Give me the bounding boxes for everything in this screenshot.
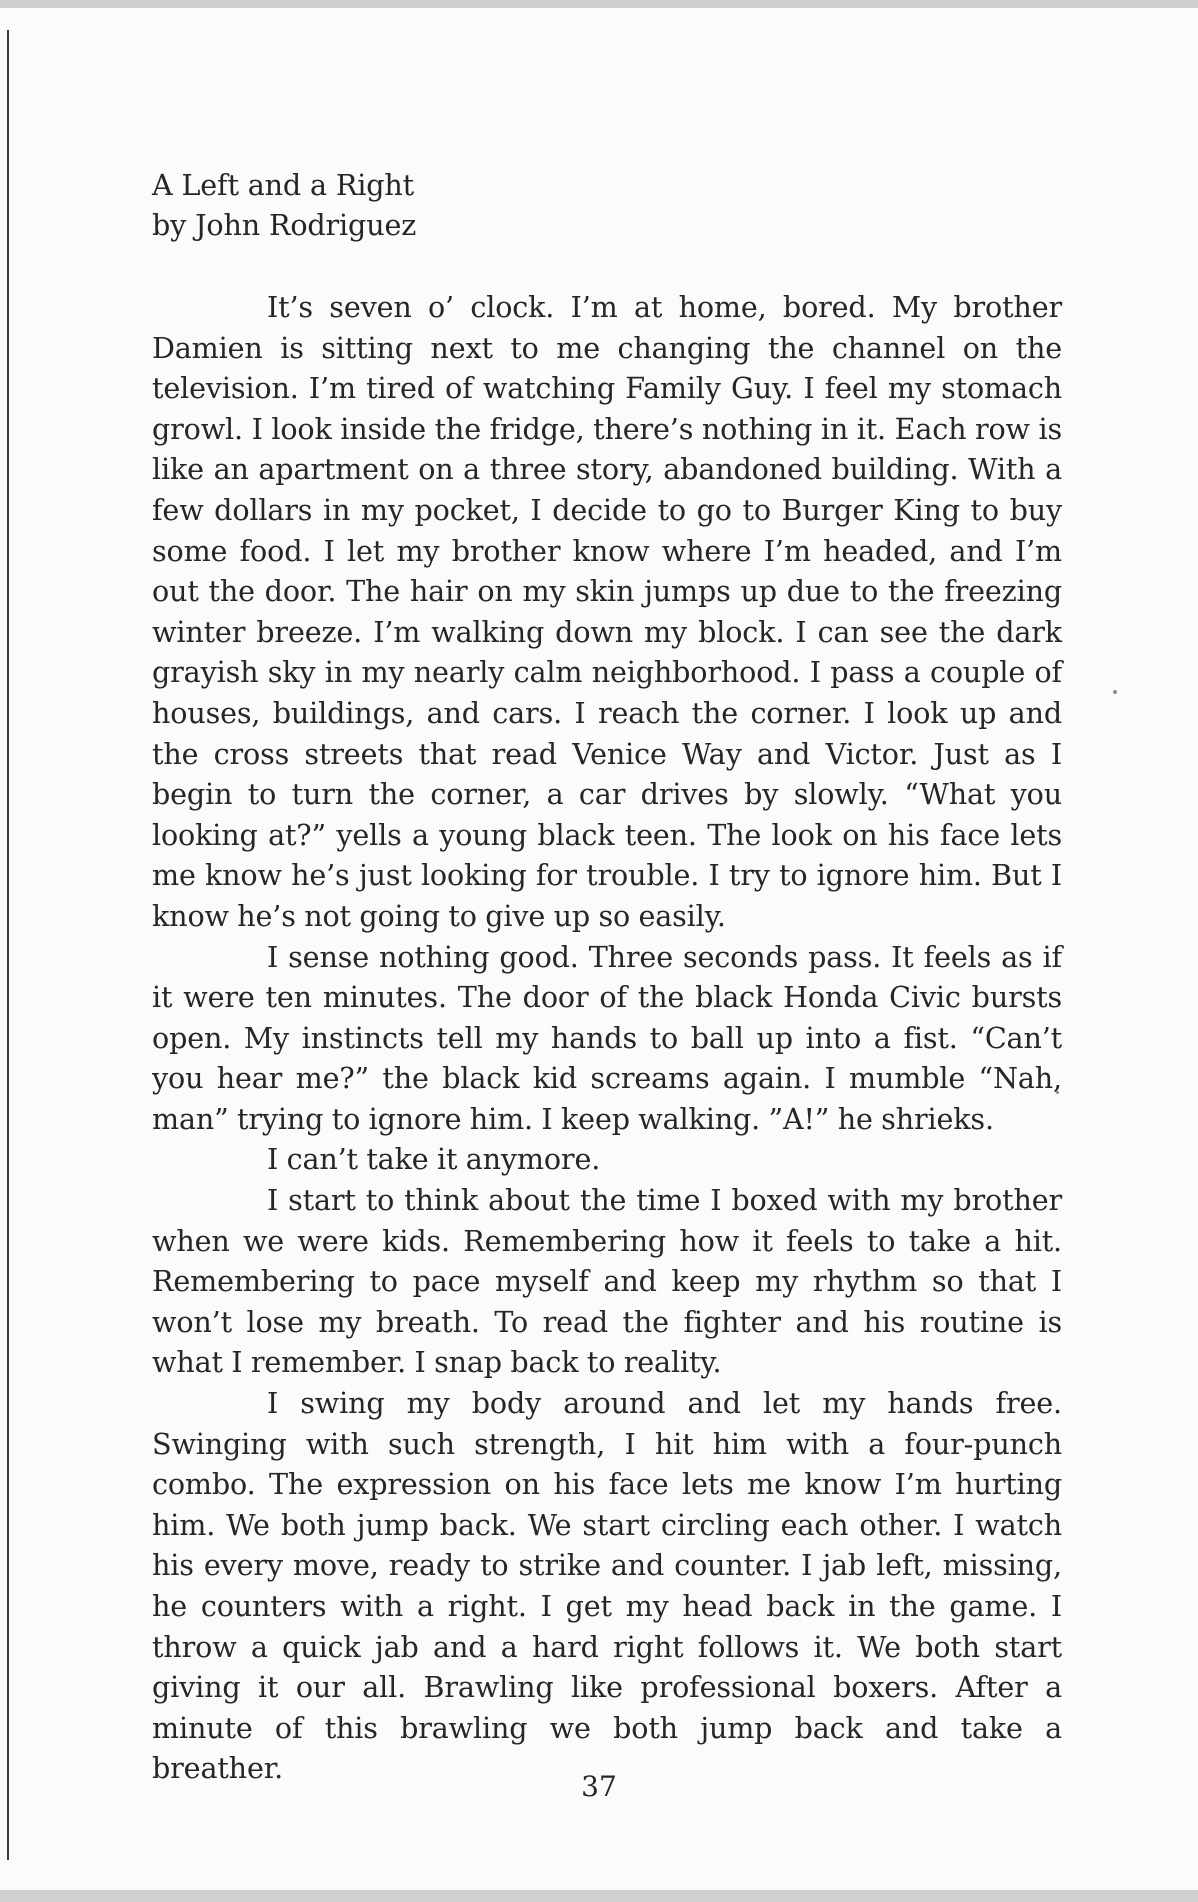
paragraph: I swing my body around and let my hands free. Swinging with such strength, I hit him with a four-punch combo. The expression on his face lets me know I’m hurting him. We both jump back. We start circling each other. I watch his every move, ready to strike and counter. I jab left, missing, he counters with a right. I get my head back in the game. I throw a quick jab and a hard right follows it. We both start giving it our all. Brawling like professional boxers. After a minute of this brawling we both jump back and take a breather. xyxy=(152,1386,1062,1786)
story-byline: by John Rodriguez xyxy=(152,208,417,242)
page-number: 37 xyxy=(581,1770,617,1803)
scan-speck xyxy=(1113,690,1117,694)
title-spacer xyxy=(152,245,1062,287)
story-content xyxy=(152,165,1062,1789)
scan-top-border xyxy=(0,0,1198,8)
paragraph: I sense nothing good. Three seconds pass. It feels as if it were ten minutes. The door of the black Honda Civic bursts open. My instincts tell my hands to ball up into a fist. “Can’t you hear me?” the black kid screams again. I mumble “Nah, man” trying to ignore him. I keep walking. ”A!” he shrieks. xyxy=(152,939,1062,1136)
story-title: A Left and a Right xyxy=(152,168,414,202)
page-binding-edge xyxy=(7,30,9,1860)
paragraph: I start to think about the time I boxed with my brother when we were kids. Remembering how it feels to take a hit. Remembering to pace myself and keep my rhythm so that I won’t lose my breath. To read the fighter and his routine is what I remember. I snap back to reality. xyxy=(152,1183,1062,1380)
scan-bottom-border xyxy=(0,1890,1198,1902)
paragraph: I can’t take it anymore. xyxy=(267,1142,601,1177)
paragraph: It’s seven o’ clock. I’m at home, bored. My brother Damien is sitting next to me changing the channel on the television. I’m tired of watching Family Guy. I feel my stomach growl. I look inside the fridge, there’s nothing in it. Each row is like an apartment on a three story, abandoned building. With a few dollars in my pocket, I decide to go to Burger King to buy some food. I let my brother know where I’m headed, and I’m out the door. The hair on my skin jumps up due to the freezing winter breeze. I’m walking down my block. I can see the dark grayish sky in my nearly calm neighborhood. I pass a couple of houses, buildings, and cars. I reach the corner. I look up and the cross streets that read Venice Way and Victor. Just as I begin to turn the corner, a car drives by slowly. “What you looking at?” yells a young black teen. The look on his face lets me know he’s just looking for trouble. I try to ignore him. But I know he’s not going to give up so easily. xyxy=(152,290,1062,933)
